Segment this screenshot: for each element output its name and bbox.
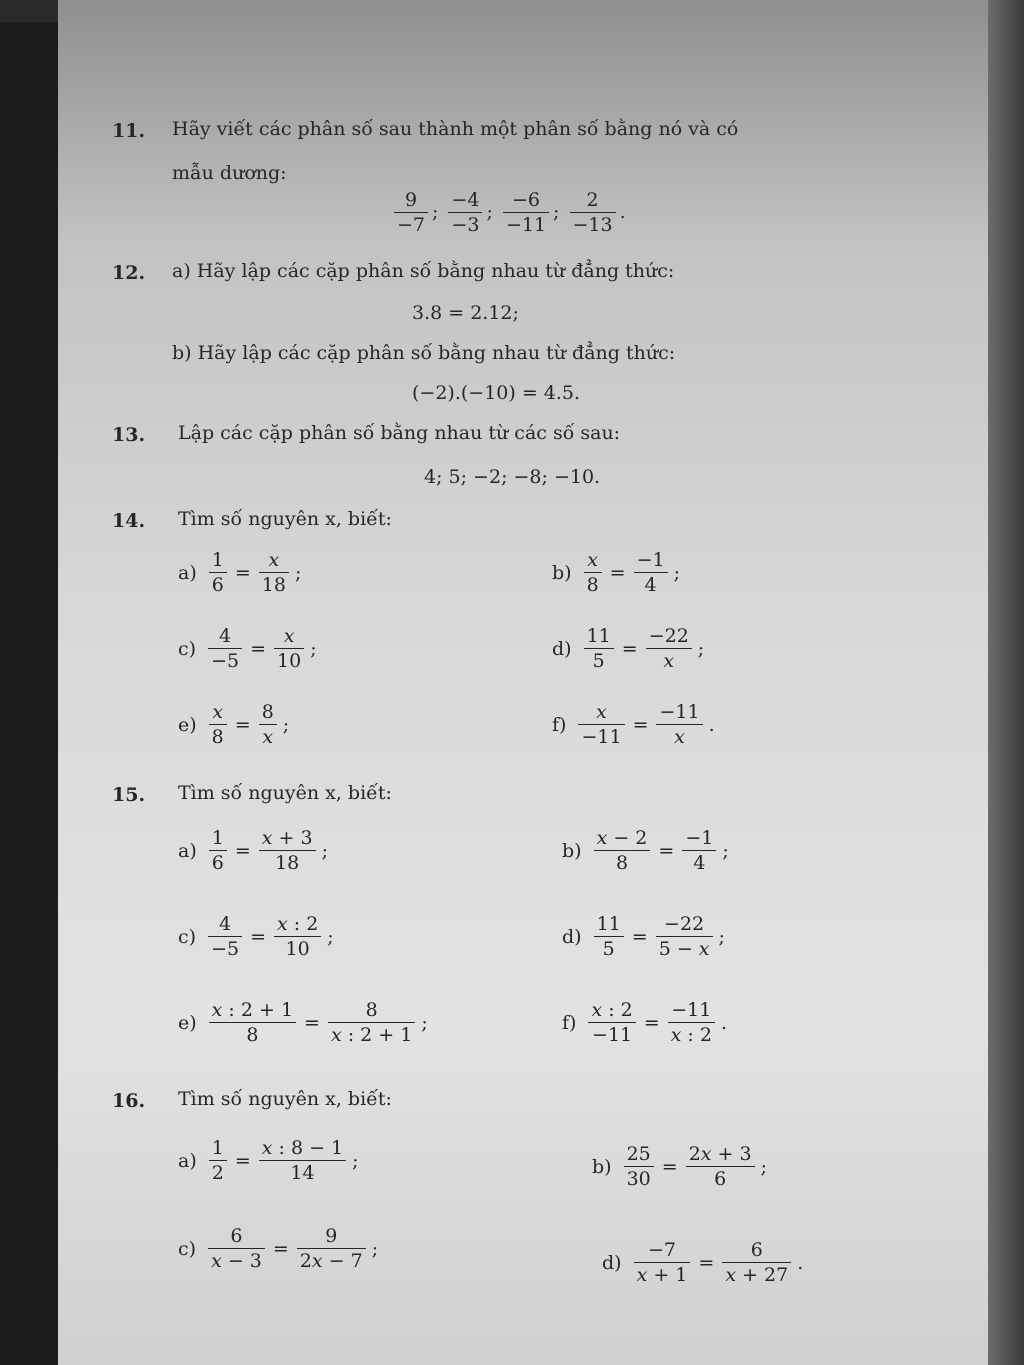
- equation-item: b) $\frac{x}{8}$ = $\frac{-1}{4}$ ;: [552, 549, 681, 596]
- problem-number: 13.: [112, 424, 146, 446]
- photo-background-right: [988, 0, 1024, 1365]
- equation-item: b) $\frac{x - 2}{8}$ = $\frac{-1}{4}$ ;: [562, 827, 729, 874]
- equation-item: c) $\frac{4}{-5}$ = $\frac{x}{10}$ ;: [178, 625, 317, 672]
- equation-item: d) $\frac{11}{5}$ = $\frac{-22}{x}$ ;: [552, 625, 705, 672]
- equation-item: b) $\frac{25}{30}$ = $\frac{2x + 3}{6}$ ;: [592, 1143, 767, 1190]
- problem-number: 12.: [112, 262, 146, 284]
- problem-number: 15.: [112, 784, 146, 806]
- fraction: $\frac{9}{-7}$: [394, 188, 428, 237]
- equation: 3.8 = 2.12;: [412, 302, 519, 324]
- problem-number: 11.: [112, 120, 146, 142]
- fraction: $\frac{-4}{-3}$: [448, 188, 482, 237]
- equation-item: f) $\frac{x : 2}{-11}$ = $\frac{-11}{x : 2}$ .: [562, 999, 728, 1046]
- equation-item: d) $\frac{11}{5}$ = $\frac{-22}{5 - x}$ ;: [562, 913, 725, 960]
- equation-item: a) $\frac{1}{6}$ = $\frac{x}{18}$ ;: [178, 549, 302, 596]
- fraction-list: $\frac{9}{-7}$ ; $\frac{-4}{-3}$ ; $\frac{-6}{-11}$ ; $\frac{2}{-13}$ .: [392, 188, 628, 237]
- equation-item: a) $\frac{1}{2}$ = $\frac{x : 8 - 1}{14}$ ;: [178, 1137, 359, 1184]
- problem-number: 16.: [112, 1090, 146, 1112]
- problem-number: 14.: [112, 510, 146, 532]
- textbook-page: [58, 0, 988, 1365]
- equation-item: c) $\frac{6}{x - 3}$ = $\frac{9}{2x - 7}$ ;: [178, 1225, 379, 1272]
- equation-item: d) $\frac{-7}{x + 1}$ = $\frac{6}{x + 27}$ .: [602, 1239, 804, 1286]
- problem-text: Tìm số nguyên x, biết:: [178, 508, 392, 530]
- equation-item: f) $\frac{x}{-11}$ = $\frac{-11}{x}$ .: [552, 701, 715, 748]
- problem-text: Lập các cặp phân số bằng nhau từ các số sau:: [178, 422, 621, 444]
- problem-text: Tìm số nguyên x, biết:: [178, 782, 392, 804]
- equation-item: e) $\frac{x}{8}$ = $\frac{8}{x}$ ;: [178, 701, 290, 748]
- problem-text: Tìm số nguyên x, biết:: [178, 1088, 392, 1110]
- problem-12b-text: b) Hãy lập các cặp phân số bằng nhau từ đẳng thức:: [172, 342, 676, 364]
- problem-12a-text: a) Hãy lập các cặp phân số bằng nhau từ đẳng thức:: [172, 260, 675, 282]
- fraction: $\frac{2}{-13}$: [570, 188, 616, 237]
- fraction: $\frac{-6}{-11}$: [503, 188, 549, 237]
- equation: (−2).(−10) = 4.5.: [412, 382, 581, 404]
- equation-item: e) $\frac{x : 2 + 1}{8}$ = $\frac{8}{x : 2 + 1}$ ;: [178, 999, 428, 1046]
- problem-text: Hãy viết các phân số sau thành một phân số bằng nó và có: [172, 118, 739, 140]
- equation-item: a) $\frac{1}{6}$ = $\frac{x + 3}{18}$ ;: [178, 827, 328, 874]
- number-list: 4; 5; −2; −8; −10.: [424, 466, 601, 488]
- problem-text-cont: mẫu dương:: [172, 162, 287, 184]
- equation-item: c) $\frac{4}{-5}$ = $\frac{x : 2}{10}$ ;: [178, 913, 334, 960]
